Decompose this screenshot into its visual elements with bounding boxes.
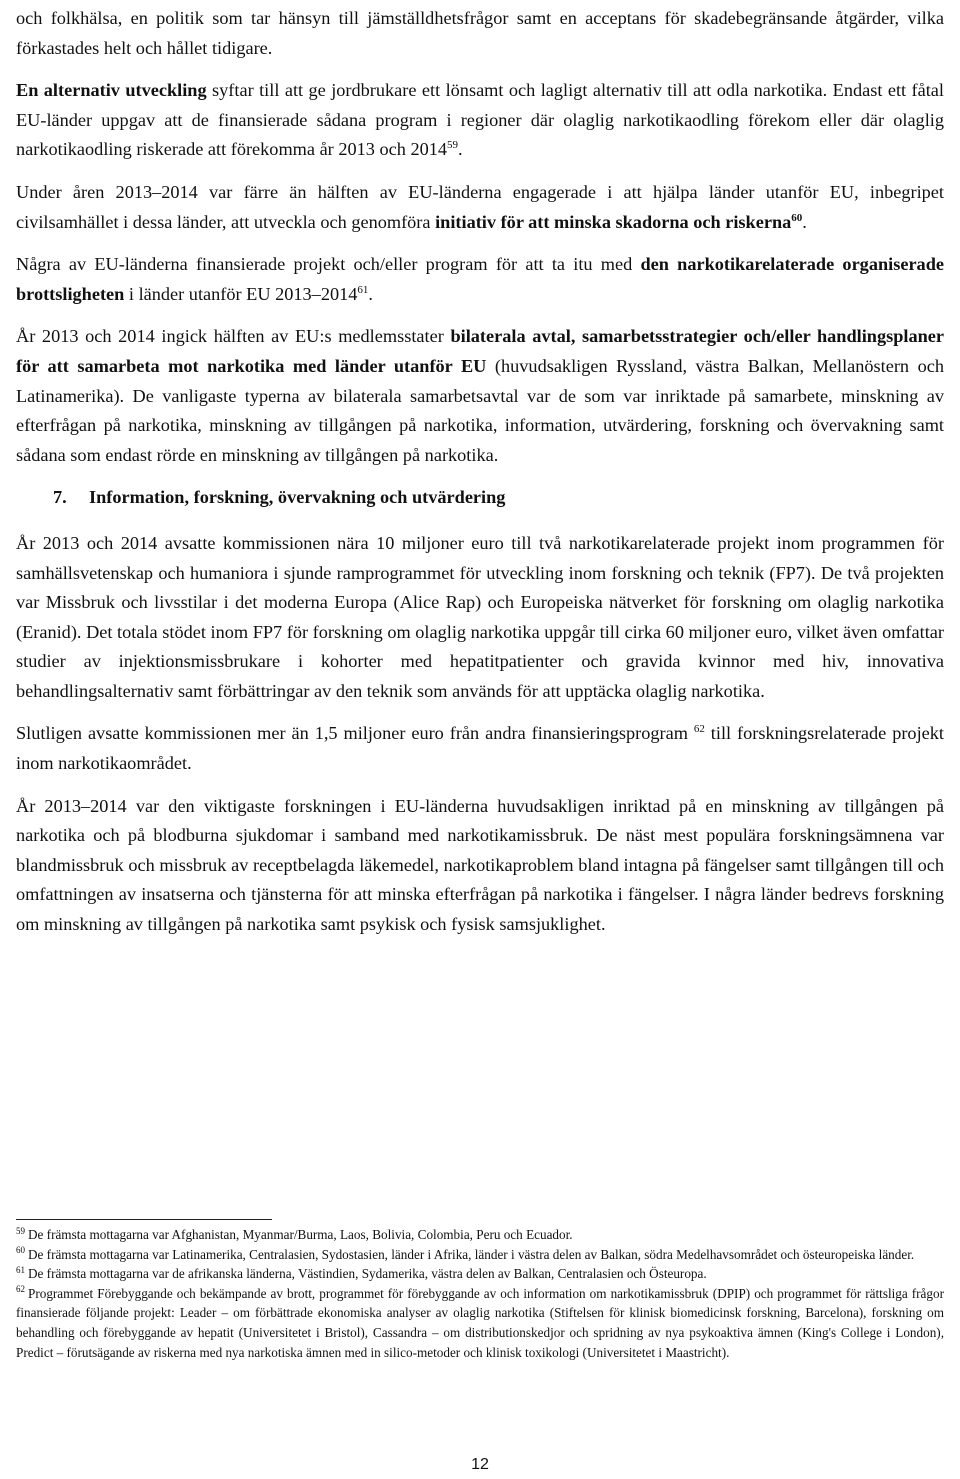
footnote: [16, 1264, 944, 1284]
text-run: till forskningsrelaterade projekt inom narkotikaområdet.: [16, 723, 944, 774]
text-run: År 2013 och 2014 ingick hälften av EU:s medlemsstater: [16, 326, 451, 347]
footnote-ref: 61: [357, 283, 369, 296]
body-text-top: [16, 4, 944, 470]
text-run: syftar till att ge jordbrukare ett lönsamt och lagligt alternativ till att odla narkotika. Endast ett fåtal EU-länder uppgav att de finansierade sådana program i regioner där olaglig narkotikaodling förekom eller där olaglig narkotikaodling riskerade att förekomma år 2013 och 2014: [16, 80, 944, 160]
footnote: [16, 1245, 944, 1265]
paragraph: [16, 76, 944, 165]
text-run: År 2013 och 2014 avsatte kommissionen nära 10 miljoner euro till två narkotikarelaterade projekt inom programmen för samhällsvetenskap och humaniora i sjunde ramprogrammet för utveckling inom forskning och teknik (FP7). De två projekten var Missbruk och livsstilar i det moderna Europa (Alice Rap) och Europeiska nätverket för forskning om olaglig narkotika (Eranid). Det totala stödet inom FP7 för forskning om olaglig narkotika uppgår till cirka 60 miljoner euro, vilket även omfattar studier av injektionsmissbrukare i kohorter med hepatitpatienter och gravida kvinnor med hiv, innovativa behandlingsalternativ samt förbättringar av den teknik som används för att upptäcka olaglig narkotika.: [16, 532, 944, 701]
text-run: Under åren 2013–2014 var färre än hälften av EU-länderna engagerade i att hjälpa länder utanför EU, inbegripet civilsamhället i dessa länder, att utveckla och genomföra: [16, 181, 944, 232]
footnote-text: De främsta mottagarna var Latinamerika, Centralasien, Sydostasien, länder i Afrika, länder i västra delen av Balkan, södra Medelhavsområdet och östeuropeiska länder.: [28, 1246, 915, 1262]
body-text-bottom: [16, 529, 944, 940]
section-heading: [53, 483, 944, 513]
footnotes: [16, 1225, 944, 1362]
text-run: År 2013–2014 var den viktigaste forskningen i EU-länderna huvudsakligen inriktad på en minskning av tillgången på narkotika och på blodburna sjukdomar i samband med narkotikamissbruk. De näst mest populära forskningsämnena var blandmissbruk och missbruk av receptbelagda läkemedel, narkotikaproblem bland intagna på fängelser samt tillgången till och omfattningen av insatserna och tjänsterna för att minska efterfrågan på narkotika i fängelser. I några länder bedrevs forskning om minskning av tillgången på narkotika samt psykisk och fysisk samsjuklighet.: [16, 795, 944, 935]
footnote-separator: [16, 1219, 272, 1220]
footnote-number: 62: [16, 1284, 25, 1295]
text-run: och folkhälsa, en politik som tar hänsyn till jämställdhetsfrågor samt en acceptans för skadebegränsande åtgärder, vilka förkastades helt och hållet tidigare.: [16, 8, 944, 58]
bold-text: bilaterala avtal, samarbetsstrategier och/eller handlingsplaner för att samarbeta mot narkotika med länder utanför EU: [16, 326, 944, 376]
footnote: [16, 1225, 944, 1245]
footnote-number: 60: [16, 1245, 25, 1256]
section-title: Information, forskning, övervakning och utvärdering: [89, 487, 506, 508]
footnote: [16, 1284, 944, 1362]
paragraph: [16, 322, 944, 470]
bold-text: initiativ för att minska skadorna och riskerna: [435, 211, 792, 232]
bold-text: En alternativ utveckling: [16, 80, 207, 101]
footnote-number: 61: [16, 1264, 25, 1275]
footnote-ref: 60: [791, 211, 803, 224]
paragraph: [16, 719, 944, 778]
footnote-ref: 59: [447, 139, 459, 152]
footnote-text: De främsta mottagarna var Afghanistan, Myanmar/Burma, Laos, Bolivia, Colombia, Peru och Ecuador.: [28, 1227, 573, 1242]
page-number: 12: [471, 1456, 489, 1473]
text-run: (huvudsakligen Ryssland, västra Balkan, Mellanöstern och Latinamerika). De vanligaste typerna av bilaterala samarbetsavtal var de som var inriktade på samarbete, minskning av efterfrågan på narkotika, minskning av tillgången på narkotika, information, utvärdering, forskning och övervakning samt sådana som endast rörde en minskning av tillgången på narkotika.: [16, 355, 944, 465]
text-run: .: [458, 139, 463, 160]
text-run: .: [802, 211, 807, 232]
paragraph: [16, 4, 944, 63]
text-run: .: [368, 283, 373, 304]
section-number: 7.: [53, 487, 67, 508]
paragraph: [16, 250, 944, 309]
paragraph: [16, 792, 944, 940]
footnote-ref: 62: [693, 723, 705, 736]
text-run: Slutligen avsatte kommissionen mer än 1,5 miljoner euro från andra finansieringsprogram: [16, 723, 694, 744]
text-run: i länder utanför EU 2013–2014: [124, 283, 358, 304]
paragraph: [16, 178, 944, 237]
footnote-text: Programmet Förebyggande och bekämpande av brott, programmet för förebyggande av och information om narkotikamissbruk (DPIP) och programmet för rättsliga frågor finansierade följande projekt: Leader – om förbättrade ekonomiska analyser av olaglig narkotika (Stiftelsen för klinisk biomedicinsk forskning, Barcelona), forskning om behandling och förebyggande av hepatit (Universitetet i Bristol), Cassandra – om distributionskedjor och spridning av nya psykoaktiva ämnen (King's College i London), Predict – förutsägande av riskerna med nya narkotiska ämnen med in silico-metoder och klinisk toxikologi (Universitetet i Maastricht).: [16, 1285, 944, 1360]
bold-text: den narkotikarelaterade organiserade brottsligheten: [16, 254, 944, 304]
footnote-text: De främsta mottagarna var de afrikanska länderna, Västindien, Sydamerika, västra delen av Balkan, Centralasien och Östeuropa.: [28, 1266, 707, 1282]
paragraph: [16, 529, 944, 707]
footnote-number: 59: [16, 1225, 25, 1236]
text-run: Några av EU-länderna finansierade projekt och/eller program för att ta itu med: [16, 254, 641, 275]
